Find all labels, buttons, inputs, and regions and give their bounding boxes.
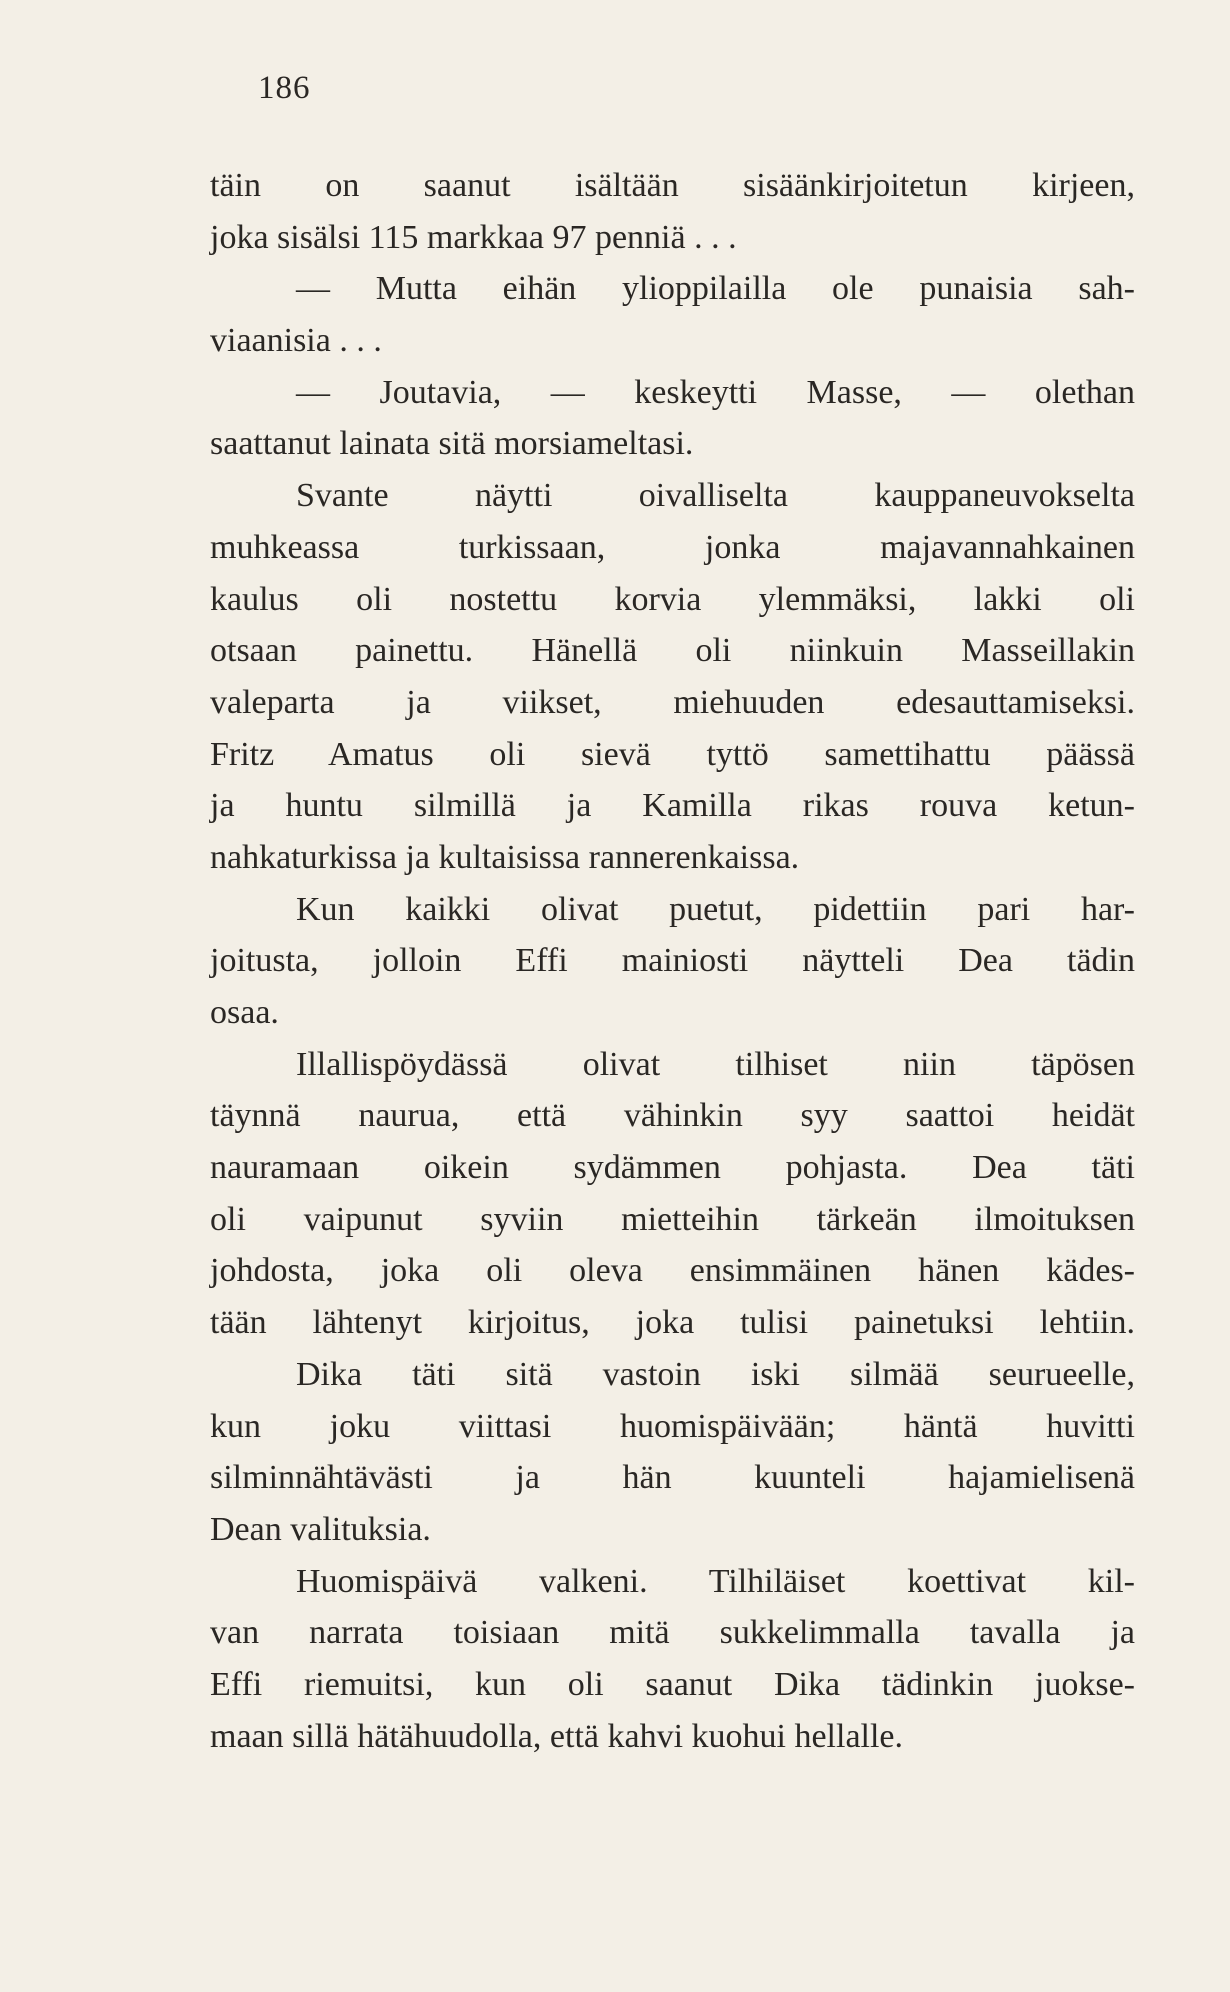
text-line: otsaan painettu. Hänellä oli niinkuin Masseillakin <box>210 632 1135 670</box>
text-line: Illallispöydässä olivat tilhiset niin täpösen <box>296 1045 1135 1083</box>
page-number: 186 <box>258 70 311 106</box>
text-line: saattanut lainata sitä morsiameltasi. <box>210 425 694 463</box>
text-line: — Joutavia, — keskeytti Masse, — olethan <box>296 373 1135 411</box>
text-line: tään lähtenyt kirjoitus, joka tulisi painetuksi lehtiin. <box>210 1304 1135 1342</box>
text-line: viaanisia . . . <box>210 322 382 360</box>
text-line: kaulus oli nostettu korvia ylemmäksi, lakki oli <box>210 580 1135 618</box>
text-line: oli vaipunut syviin mietteihin tärkeän ilmoituksen <box>210 1200 1135 1238</box>
text-line: osaa. <box>210 994 279 1031</box>
text-line: nahkaturkissa ja kultaisissa rannerenkaissa. <box>210 838 800 876</box>
text-line: johdosta, joka oli oleva ensimmäinen hänen kädes- <box>210 1252 1135 1290</box>
text-line: Kun kaikki olivat puetut, pidettiin pari har- <box>296 890 1135 928</box>
text-line: täynnä naurua, että vähinkin syy saattoi heidät <box>210 1097 1135 1135</box>
text-line: joka sisälsi 115 markkaa 97 penniä . . . <box>210 218 737 256</box>
text-line: täin on saanut isältään sisäänkirjoitetun kirjeen, <box>210 167 1135 204</box>
text-line: Svante näytti oivalliselta kauppaneuvokselta <box>296 477 1135 515</box>
text-line: joitusta, jolloin Effi mainiosti näytteli Dea tädin <box>210 942 1135 980</box>
text-line: — Mutta eihän ylioppilailla ole punaisia sah- <box>296 270 1135 308</box>
text-line: kun joku viittasi huomispäivään; häntä huvitti <box>210 1407 1135 1445</box>
text-line: Effi riemuitsi, kun oli saanut Dika tädinkin juokse- <box>210 1665 1135 1703</box>
text-line: Dika täti sitä vastoin iski silmää seurueelle, <box>296 1355 1135 1393</box>
text-line: ja huntu silmillä ja Kamilla rikas rouva ketun- <box>210 787 1135 825</box>
text-line: silminnähtävästi ja hän kuunteli hajamielisenä <box>210 1459 1135 1497</box>
text-line: valeparta ja viikset, miehuuden edesauttamiseksi. <box>210 683 1135 721</box>
text-line: muhkeassa turkissaan, jonka majavannahkainen <box>210 528 1135 566</box>
text-line: maan sillä hätähuudolla, että kahvi kuohui hellalle. <box>210 1717 904 1755</box>
text-line: nauramaan oikein sydämmen pohjasta. Dea täti <box>210 1149 1135 1187</box>
text-line: Dean valituksia. <box>210 1510 431 1548</box>
text-line: Fritz Amatus oli sievä tyttö samettihattu päässä <box>210 735 1135 773</box>
body-text <box>210 160 1135 1762</box>
text-line: van narrata toisiaan mitä sukkelimmalla tavalla ja <box>210 1614 1135 1652</box>
text-line: Huomispäivä valkeni. Tilhiläiset koettivat kil- <box>296 1562 1135 1600</box>
